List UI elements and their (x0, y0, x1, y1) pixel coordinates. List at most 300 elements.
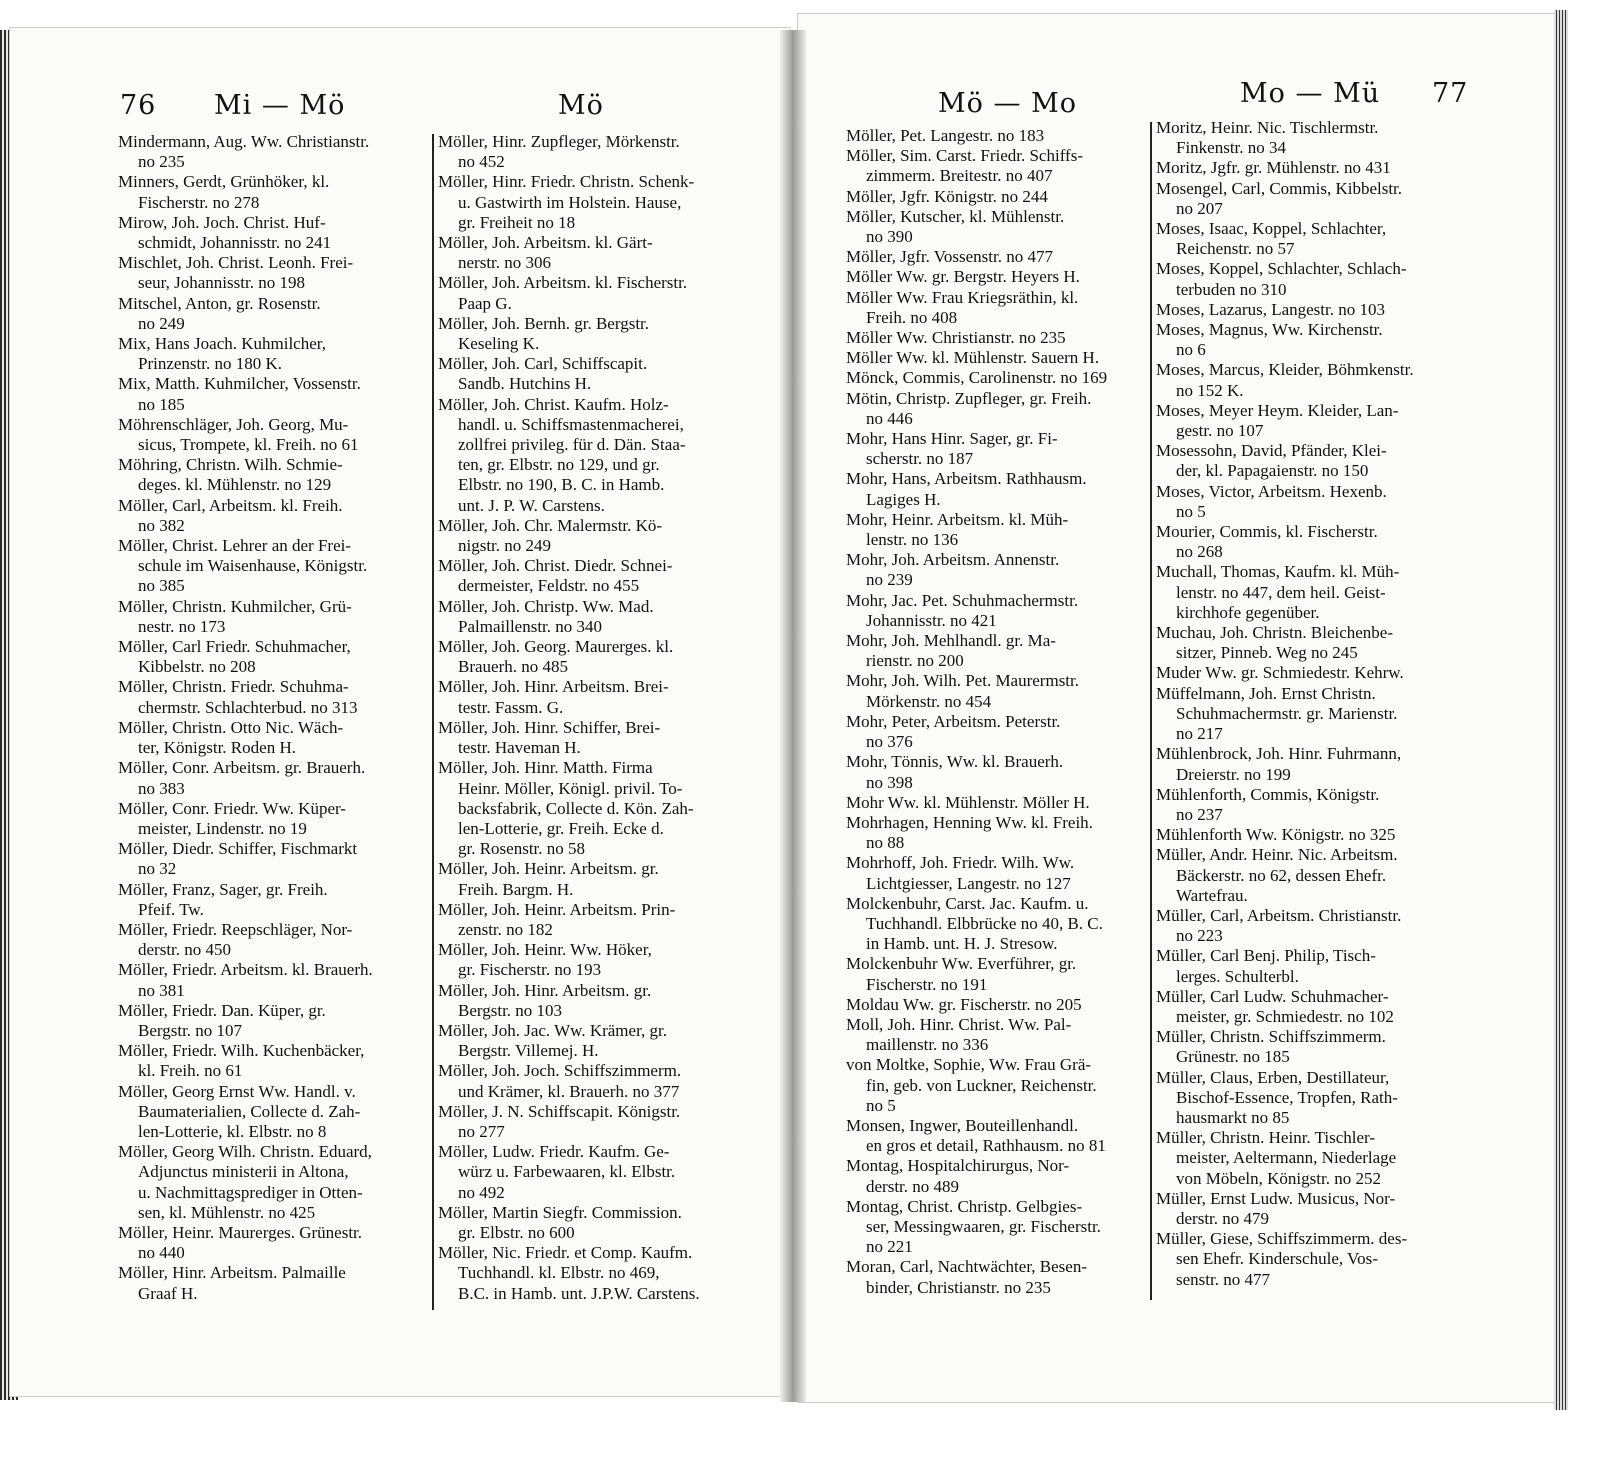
directory-entry (118, 294, 430, 334)
entry-continuation: no 6 (1176, 340, 1206, 360)
entry-continuation: gestr. no 107 (1176, 421, 1264, 441)
directory-entry (118, 677, 430, 717)
entry-continuation: testr. Haveman H. (458, 738, 581, 758)
entry-line: Moll, Joh. Hinr. Christ. Ww. Pal- (846, 1014, 1072, 1034)
column-rule-left (432, 134, 434, 1310)
entry-line: Müller, Carl Ludw. Schuhmacher- (1156, 986, 1389, 1006)
directory-entry (1156, 845, 1486, 906)
directory-entry (1156, 1189, 1486, 1229)
left-column-2 (438, 132, 750, 1304)
directory-entry (846, 146, 1148, 186)
directory-entry (1156, 158, 1486, 178)
entry-line: Möller, Hinr. Zupfleger, Mörkenstr. (438, 132, 680, 151)
entry-line: Möller, Joh. Chr. Malermstr. Kö- (438, 515, 663, 535)
directory-entry (1156, 684, 1486, 745)
entry-line: Müffelmann, Joh. Ernst Christn. (1156, 683, 1376, 703)
entry-continuation: Johannisstr. no 421 (866, 610, 997, 630)
directory-entry (438, 637, 750, 677)
entry-continuation: zenstr. no 182 (458, 919, 553, 939)
entry-continuation: kl. Freih. no 61 (138, 1061, 243, 1081)
entry-continuation: ten, gr. Elbstr. no 129, und gr. (458, 455, 660, 475)
entry-line: Mirow, Joh. Joch. Christ. Huf- (118, 212, 326, 232)
entry-line: Mix, Matth. Kuhmilcher, Vossenstr. (118, 374, 361, 394)
entry-line: Mischlet, Joh. Christ. Leonh. Frei- (118, 253, 354, 273)
entry-continuation: Brauerh. no 485 (458, 657, 569, 677)
book-spine (780, 30, 806, 1402)
directory-entry (846, 247, 1148, 267)
directory-entry (438, 597, 750, 637)
entry-continuation: Bergstr. Villemej. H. (458, 1041, 599, 1061)
directory-entry (118, 455, 430, 495)
entry-line: Möller, Jgfr. Königstr. no 244 (846, 186, 1048, 206)
directory-entry (1156, 987, 1486, 1027)
entry-line: Möller Ww. kl. Mühlenstr. Sauern H. (846, 348, 1100, 368)
entry-line: Müller, Ernst Ludw. Musicus, Nor- (1156, 1188, 1396, 1208)
entry-continuation: würz u. Farbewaaren, kl. Elbstr. (458, 1162, 676, 1182)
entry-continuation: no 376 (866, 732, 913, 752)
entry-continuation: Baumaterialien, Collecte d. Zah- (138, 1101, 361, 1121)
entry-continuation: scherstr. no 187 (866, 449, 974, 469)
directory-entry (118, 253, 430, 293)
directory-entry (118, 1263, 430, 1303)
entry-continuation: zollfrei privileg. für d. Dän. Staa- (458, 435, 686, 455)
directory-entry (846, 1197, 1148, 1258)
directory-entry (846, 793, 1148, 813)
directory-entry (438, 1142, 750, 1203)
directory-entry (438, 132, 750, 172)
right-column-1 (846, 126, 1148, 1298)
entry-line: Möller, J. N. Schiffscapit. Königstr. (438, 1101, 681, 1121)
entry-line: Möller, Joh. Joch. Schiffszimmerm. (438, 1061, 682, 1081)
entry-continuation: unt. J. P. W. Carstens. (458, 495, 605, 515)
directory-entry (1156, 482, 1486, 522)
directory-entry (1156, 946, 1486, 986)
entry-continuation: no 5 (866, 1095, 896, 1115)
entry-line: Muchau, Joh. Christn. Bleichenbe- (1156, 623, 1394, 643)
entry-line: Moritz, Heinr. Nic. Tischlermstr. (1156, 118, 1379, 137)
directory-entry (846, 995, 1148, 1015)
entry-continuation: terbuden no 310 (1176, 279, 1287, 299)
entry-continuation: Lichtgiesser, Langestr. no 127 (866, 873, 1071, 893)
entry-continuation: no 452 (458, 152, 505, 172)
entry-line: Möller, Joh. Hinr. Matth. Firma (438, 758, 653, 778)
directory-entry (438, 940, 750, 980)
entry-continuation: lerges. Schulterbl. (1176, 966, 1299, 986)
entry-continuation: no 221 (866, 1237, 913, 1257)
entry-line: Minners, Gerdt, Grünhöker, kl. (118, 172, 330, 192)
entry-line: Möller, Christn. Friedr. Schuhma- (118, 677, 349, 697)
entry-line: Möhrenschläger, Joh. Georg, Mu- (118, 414, 349, 434)
entry-continuation: nestr. no 173 (138, 616, 226, 636)
entry-continuation: Grünestr. no 185 (1176, 1047, 1290, 1067)
entry-continuation: Prinzenstr. no 180 K. (138, 354, 283, 374)
entry-continuation: no 249 (138, 313, 185, 333)
directory-entry (846, 671, 1148, 711)
directory-entry (438, 314, 750, 354)
directory-entry (118, 415, 430, 455)
directory-entry (846, 126, 1148, 146)
directory-entry (846, 712, 1148, 752)
entry-line: Müller, Christn. Heinr. Tischler- (1156, 1128, 1376, 1148)
entry-continuation: ter, Königstr. Roden H. (138, 738, 296, 758)
directory-entry (118, 536, 430, 597)
directory-entry (1156, 259, 1486, 299)
entry-line: Möller, Jgfr. Vossenstr. no 477 (846, 247, 1053, 267)
right-page-headline: Mo — Mü (1240, 78, 1381, 109)
entry-line: Mohrhagen, Henning Ww. kl. Freih. (846, 812, 1093, 832)
entry-line: Möller, Pet. Langestr. no 183 (846, 126, 1045, 145)
left-page-number: 76 (120, 90, 157, 121)
entry-continuation: dermeister, Feldstr. no 455 (458, 576, 640, 596)
directory-entry (118, 839, 430, 879)
directory-entry (118, 1041, 430, 1081)
directory-entry (846, 207, 1148, 247)
entry-continuation: senstr. no 477 (1176, 1269, 1270, 1289)
directory-entry (1156, 300, 1486, 320)
directory-entry (1156, 1128, 1486, 1189)
directory-entry (438, 1021, 750, 1061)
entry-continuation: sitzer, Pinneb. Weg no 245 (1176, 643, 1358, 663)
directory-entry (118, 1082, 430, 1143)
entry-line: Möller, Diedr. Schiffer, Fischmarkt (118, 839, 358, 859)
entry-line: Mourier, Commis, kl. Fischerstr. (1156, 522, 1378, 542)
entry-line: Möller, Joh. Christ. Diedr. Schnei- (438, 556, 673, 576)
directory-entry (438, 900, 750, 940)
entry-continuation: gr. Rosenstr. no 58 (458, 839, 586, 859)
directory-entry (118, 496, 430, 536)
directory-entry (1156, 401, 1486, 441)
entry-line: Möhring, Christn. Wilh. Schmie- (118, 455, 343, 475)
column-rule-right (1150, 122, 1152, 1300)
entry-continuation: testr. Fassm. G. (458, 697, 564, 717)
directory-entry (438, 556, 750, 596)
entry-continuation: hausmarkt no 85 (1176, 1107, 1290, 1127)
directory-entry (846, 368, 1148, 388)
entry-line: Möller, Joh. Arbeitsm. kl. Gärt- (438, 233, 653, 253)
entry-line: Mohr, Joh. Arbeitsm. Annenstr. (846, 550, 1060, 570)
entry-continuation: no 32 (138, 859, 177, 879)
entry-continuation: Kibbelstr. no 208 (138, 657, 256, 677)
entry-line: Muder Ww. gr. Schmiedestr. Kehrw. (1156, 663, 1404, 683)
entry-line: Möller, Friedr. Arbeitsm. kl. Brauerh. (118, 960, 373, 980)
directory-entry (846, 1055, 1148, 1116)
entry-line: Müller, Claus, Erben, Destillateur, (1156, 1067, 1390, 1087)
entry-line: Möller, Friedr. Dan. Küper, gr. (118, 1000, 326, 1020)
entry-line: Mix, Hans Joach. Kuhmilcher, (118, 334, 327, 354)
directory-entry (846, 288, 1148, 328)
entry-continuation: gr. Freiheit no 18 (458, 212, 576, 232)
entry-line: Möller, Joh. Arbeitsm. kl. Fischerstr. (438, 273, 688, 293)
entry-continuation: Fischerstr. no 278 (138, 192, 260, 212)
entry-line: Mühlenbrock, Joh. Hinr. Fuhrmann, (1156, 744, 1402, 764)
entry-line: Möller, Conr. Friedr. Ww. Küper- (118, 798, 346, 818)
entry-line: Möller, Conr. Arbeitsm. gr. Brauerh. (118, 758, 366, 778)
entry-continuation: len-Lotterie, gr. Freih. Ecke d. (458, 818, 664, 838)
directory-entry (438, 172, 750, 233)
entry-continuation: zimmerm. Breitestr. no 407 (866, 166, 1053, 186)
entry-continuation: fin, geb. von Luckner, Reichenstr. (866, 1075, 1097, 1095)
directory-entry (438, 718, 750, 758)
entry-continuation: Bergstr. no 107 (138, 1020, 243, 1040)
entry-line: Möller, Joh. Hinr. Arbeitsm. gr. (438, 980, 652, 1000)
entry-continuation: no 492 (458, 1182, 505, 1202)
entry-continuation: Bischof-Essence, Tropfen, Rath- (1176, 1087, 1398, 1107)
entry-line: Müller, Giese, Schiffszimmerm. des- (1156, 1229, 1408, 1249)
entry-continuation: sicus, Trompete, kl. Freih. no 61 (138, 435, 359, 455)
directory-entry (846, 1015, 1148, 1055)
entry-line: Moses, Marcus, Kleider, Böhmkenstr. (1156, 360, 1414, 380)
directory-entry (1156, 441, 1486, 481)
entry-line: Möller Ww. gr. Bergstr. Heyers H. (846, 267, 1080, 287)
entry-line: Möller Ww. Christianstr. no 235 (846, 328, 1066, 348)
entry-continuation: Adjunctus ministerii in Altona, (138, 1162, 349, 1182)
entry-continuation: sen Ehefr. Kinderschule, Vos- (1176, 1249, 1378, 1269)
entry-line: Moran, Carl, Nachtwächter, Besen- (846, 1257, 1088, 1277)
directory-entry (438, 354, 750, 394)
entry-line: Müller, Christn. Schiffszimmerm. (1156, 1027, 1386, 1047)
entry-line: Mohr, Joh. Mehlhandl. gr. Ma- (846, 631, 1056, 651)
entry-continuation: Heinr. Möller, Königl. privil. To- (458, 778, 683, 798)
entry-continuation: kirchhofe gegenüber. (1176, 602, 1320, 622)
entry-continuation: Finkenstr. no 34 (1176, 138, 1287, 158)
entry-line: Möller, Joh. Christp. Ww. Mad. (438, 596, 654, 616)
entry-line: Moses, Koppel, Schlachter, Schlach- (1156, 259, 1407, 279)
entry-continuation: Elbstr. no 190, B. C. in Hamb. (458, 475, 665, 495)
entry-continuation: u. Nachmittagsprediger in Otten- (138, 1182, 363, 1202)
entry-continuation: gr. Elbstr. no 600 (458, 1222, 575, 1242)
entry-continuation: nigstr. no 249 (458, 536, 552, 556)
entry-line: Montag, Hospitalchirurgus, Nor- (846, 1156, 1070, 1176)
entry-line: Möller, Joh. Jac. Ww. Krämer, gr. (438, 1020, 668, 1040)
entry-line: Möller, Joh. Georg. Maurerges. kl. (438, 637, 674, 657)
directory-entry (1156, 320, 1486, 360)
right-page-headline-left: Mö — Mo (938, 88, 1077, 119)
directory-entry (846, 550, 1148, 590)
entry-line: Muchall, Thomas, Kaufm. kl. Müh- (1156, 562, 1400, 582)
entry-line: Möller, Georg Ernst Ww. Handl. v. (118, 1081, 356, 1101)
directory-entry (438, 981, 750, 1021)
entry-line: Moses, Victor, Arbeitsm. Hexenb. (1156, 481, 1387, 501)
entry-continuation: derstr. no 479 (1176, 1208, 1270, 1228)
entry-line: Möller, Carl, Arbeitsm. kl. Freih. (118, 495, 343, 515)
entry-line: Möller, Hinr. Friedr. Christn. Schenk- (438, 172, 695, 192)
page-edges-right (1554, 10, 1568, 1410)
entry-line: Mitschel, Anton, gr. Rosenstr. (118, 293, 321, 313)
entry-continuation: Keseling K. (458, 334, 540, 354)
entry-continuation: Sandb. Hutchins H. (458, 374, 592, 394)
entry-continuation: en gros et detail, Rathhausm. no 81 (866, 1136, 1106, 1156)
directory-entry (846, 752, 1148, 792)
entry-line: Möller, Friedr. Wilh. Kuchenbäcker, (118, 1041, 365, 1061)
directory-entry (118, 172, 430, 212)
entry-continuation: Bäckerstr. no 62, dessen Ehefr. (1176, 865, 1387, 885)
entry-line: Möller Ww. Frau Kriegsräthin, kl. (846, 287, 1079, 307)
entry-continuation: no 385 (138, 576, 185, 596)
entry-line: Möller, Sim. Carst. Friedr. Schiffs- (846, 146, 1083, 166)
entry-line: Moses, Lazarus, Langestr. no 103 (1156, 299, 1385, 319)
directory-entry (846, 954, 1148, 994)
entry-line: Mohr, Joh. Wilh. Pet. Maurermstr. (846, 671, 1080, 691)
entry-continuation: Pfeif. Tw. (138, 899, 204, 919)
right-page-number: 77 (1432, 78, 1469, 109)
entry-continuation: no 383 (138, 778, 185, 798)
directory-entry (118, 718, 430, 758)
entry-line: Möller, Christn. Otto Nic. Wäch- (118, 717, 344, 737)
entry-continuation: no 217 (1176, 724, 1223, 744)
directory-entry (846, 853, 1148, 893)
entry-line: Möller, Martin Siegfr. Commission. (438, 1202, 682, 1222)
directory-entry (846, 591, 1148, 631)
directory-entry (1156, 623, 1486, 663)
directory-entry (846, 631, 1148, 671)
directory-entry (118, 334, 430, 374)
directory-entry (118, 920, 430, 960)
entry-continuation: meister, Aeltermann, Niederlage (1176, 1148, 1397, 1168)
entry-continuation: und Krämer, kl. Brauerh. no 377 (458, 1081, 680, 1101)
directory-entry (846, 1257, 1148, 1297)
directory-entry (118, 132, 430, 172)
entry-continuation: len-Lotterie, kl. Elbstr. no 8 (138, 1121, 327, 1141)
entry-line: Müller, Carl Benj. Philip, Tisch- (1156, 946, 1376, 966)
entry-continuation: no 152 K. (1176, 380, 1244, 400)
directory-entry (438, 1203, 750, 1243)
directory-entry (846, 1116, 1148, 1156)
entry-line: Möller, Nic. Friedr. et Comp. Kaufm. (438, 1243, 693, 1263)
entry-continuation: derstr. no 489 (866, 1176, 960, 1196)
directory-entry (118, 1001, 430, 1041)
entry-continuation: no 381 (138, 980, 185, 1000)
entry-line: Möller, Carl Friedr. Schuhmacher, (118, 637, 351, 657)
directory-entry (846, 348, 1148, 368)
directory-entry (438, 1102, 750, 1142)
directory-entry (846, 894, 1148, 955)
entry-continuation: in Hamb. unt. H. J. Stresow. (866, 934, 1058, 954)
entry-continuation: backsfabrik, Collecte d. Kön. Zah- (458, 798, 694, 818)
entry-continuation: deges. kl. Mühlenstr. no 129 (138, 475, 332, 495)
directory-entry (846, 510, 1148, 550)
entry-continuation: schule im Waisenhause, Königstr. (138, 556, 368, 576)
entry-line: Moses, Meyer Heym. Kleider, Lan- (1156, 400, 1399, 420)
entry-line: Mohrhoff, Joh. Friedr. Wilh. Ww. (846, 853, 1075, 873)
directory-entry (846, 187, 1148, 207)
directory-entry (438, 859, 750, 899)
entry-continuation: sen, kl. Mühlenstr. no 425 (138, 1202, 316, 1222)
entry-continuation: no 235 (138, 152, 185, 172)
entry-line: von Moltke, Sophie, Ww. Frau Grä- (846, 1055, 1092, 1075)
directory-entry (846, 1156, 1148, 1196)
entry-line: Möller, Joh. Hinr. Schiffer, Brei- (438, 717, 661, 737)
entry-line: Mönck, Commis, Carolinenstr. no 169 (846, 368, 1108, 388)
entry-continuation: maillenstr. no 336 (866, 1035, 989, 1055)
directory-entry (118, 213, 430, 253)
directory-entry (1156, 744, 1486, 784)
entry-line: Monsen, Ingwer, Bouteillenhandl. (846, 1115, 1079, 1135)
entry-continuation: no 5 (1176, 501, 1206, 521)
entry-line: Mühlenforth Ww. Königstr. no 325 (1156, 825, 1396, 845)
entry-continuation: Tuchhandl. kl. Elbstr. no 469, (458, 1263, 660, 1283)
entry-continuation: ser, Messingwaaren, gr. Fischerstr. (866, 1216, 1101, 1236)
entry-continuation: Reichenstr. no 57 (1176, 239, 1295, 259)
entry-line: Möller, Christn. Kuhmilcher, Grü- (118, 596, 352, 616)
entry-line: Müller, Andr. Heinr. Nic. Arbeitsm. (1156, 845, 1398, 865)
directory-entry (1156, 1068, 1486, 1129)
entry-line: Möller, Joh. Heinr. Ww. Höker, (438, 940, 652, 960)
entry-continuation: Lagiges H. (866, 489, 941, 509)
left-page-headline: Mi — Mö (214, 90, 346, 121)
directory-entry (1156, 522, 1486, 562)
entry-line: Mosessohn, David, Pfänder, Klei- (1156, 441, 1387, 461)
entry-line: Moses, Isaac, Koppel, Schlachter, (1156, 219, 1387, 239)
entry-line: Möller, Joh. Carl, Schiffscapit. (438, 354, 648, 374)
entry-continuation: lenstr. no 136 (866, 530, 959, 550)
directory-entry (1156, 562, 1486, 623)
directory-entry (438, 677, 750, 717)
directory-entry (118, 758, 430, 798)
entry-continuation: Fischerstr. no 191 (866, 974, 988, 994)
entry-line: Mohr, Hans Hinr. Sager, gr. Fi- (846, 429, 1058, 449)
directory-entry (118, 1142, 430, 1223)
entry-continuation: u. Gastwirth im Holstein. Hause, (458, 192, 682, 212)
entry-continuation: no 88 (866, 833, 905, 853)
entry-continuation: chermstr. Schlachterbud. no 313 (138, 697, 358, 717)
entry-continuation: nerstr. no 306 (458, 253, 552, 273)
entry-line: Mohr Ww. kl. Mühlenstr. Möller H. (846, 792, 1090, 812)
entry-line: Molckenbuhr Ww. Everführer, gr. (846, 954, 1077, 974)
entry-line: Möller, Joh. Bernh. gr. Bergstr. (438, 313, 650, 333)
left-page-headline-right: Mö (558, 90, 604, 121)
directory-entry (118, 597, 430, 637)
directory-entry (438, 516, 750, 556)
entry-continuation: meister, Lindenstr. no 19 (138, 818, 307, 838)
entry-continuation: no 446 (866, 408, 913, 428)
entry-line: Möller, Ludw. Friedr. Kaufm. Ge- (438, 1142, 670, 1162)
entry-line: Möller, Georg Wilh. Christn. Eduard, (118, 1142, 372, 1162)
directory-entry (1156, 663, 1486, 683)
entry-line: Möller, Joh. Hinr. Arbeitsm. Brei- (438, 677, 669, 697)
entry-line: Mohr, Heinr. Arbeitsm. kl. Müh- (846, 509, 1069, 529)
directory-entry (846, 267, 1148, 287)
entry-line: Moritz, Jgfr. gr. Mühlenstr. no 431 (1156, 158, 1391, 178)
entry-continuation: handl. u. Schiffsmastenmacherei, (458, 414, 684, 434)
entry-continuation: Paap G. (458, 293, 512, 313)
entry-continuation: von Möbeln, Königstr. no 252 (1176, 1168, 1381, 1188)
entry-continuation: Wartefrau. (1176, 885, 1248, 905)
entry-continuation: Mörkenstr. no 454 (866, 691, 992, 711)
directory-entry (438, 758, 750, 859)
entry-continuation: no 398 (866, 772, 913, 792)
directory-entry (438, 395, 750, 516)
entry-continuation: no 239 (866, 570, 913, 590)
directory-entry (1156, 906, 1486, 946)
left-column-1 (118, 132, 430, 1304)
entry-line: Möller, Joh. Heinr. Arbeitsm. gr. (438, 859, 659, 879)
entry-continuation: no 277 (458, 1121, 505, 1141)
entry-line: Molckenbuhr, Carst. Jac. Kaufm. u. (846, 893, 1089, 913)
entry-line: Moldau Ww. gr. Fischerstr. no 205 (846, 994, 1082, 1014)
directory-entry (1156, 219, 1486, 259)
entry-continuation: gr. Fischerstr. no 193 (458, 960, 602, 980)
directory-entry (118, 374, 430, 414)
directory-entry (846, 469, 1148, 509)
entry-continuation: lenstr. no 447, dem heil. Geist- (1176, 582, 1386, 602)
entry-continuation: Bergstr. no 103 (458, 1000, 563, 1020)
directory-entry (1156, 1229, 1486, 1290)
entry-continuation: der, kl. Papagaienstr. no 150 (1176, 461, 1369, 481)
directory-entry (1156, 1027, 1486, 1067)
right-column-2 (1156, 118, 1486, 1290)
entry-line: Möller, Joh. Heinr. Arbeitsm. Prin- (438, 899, 676, 919)
entry-continuation: B.C. in Hamb. unt. J.P.W. Carstens. (458, 1283, 700, 1303)
